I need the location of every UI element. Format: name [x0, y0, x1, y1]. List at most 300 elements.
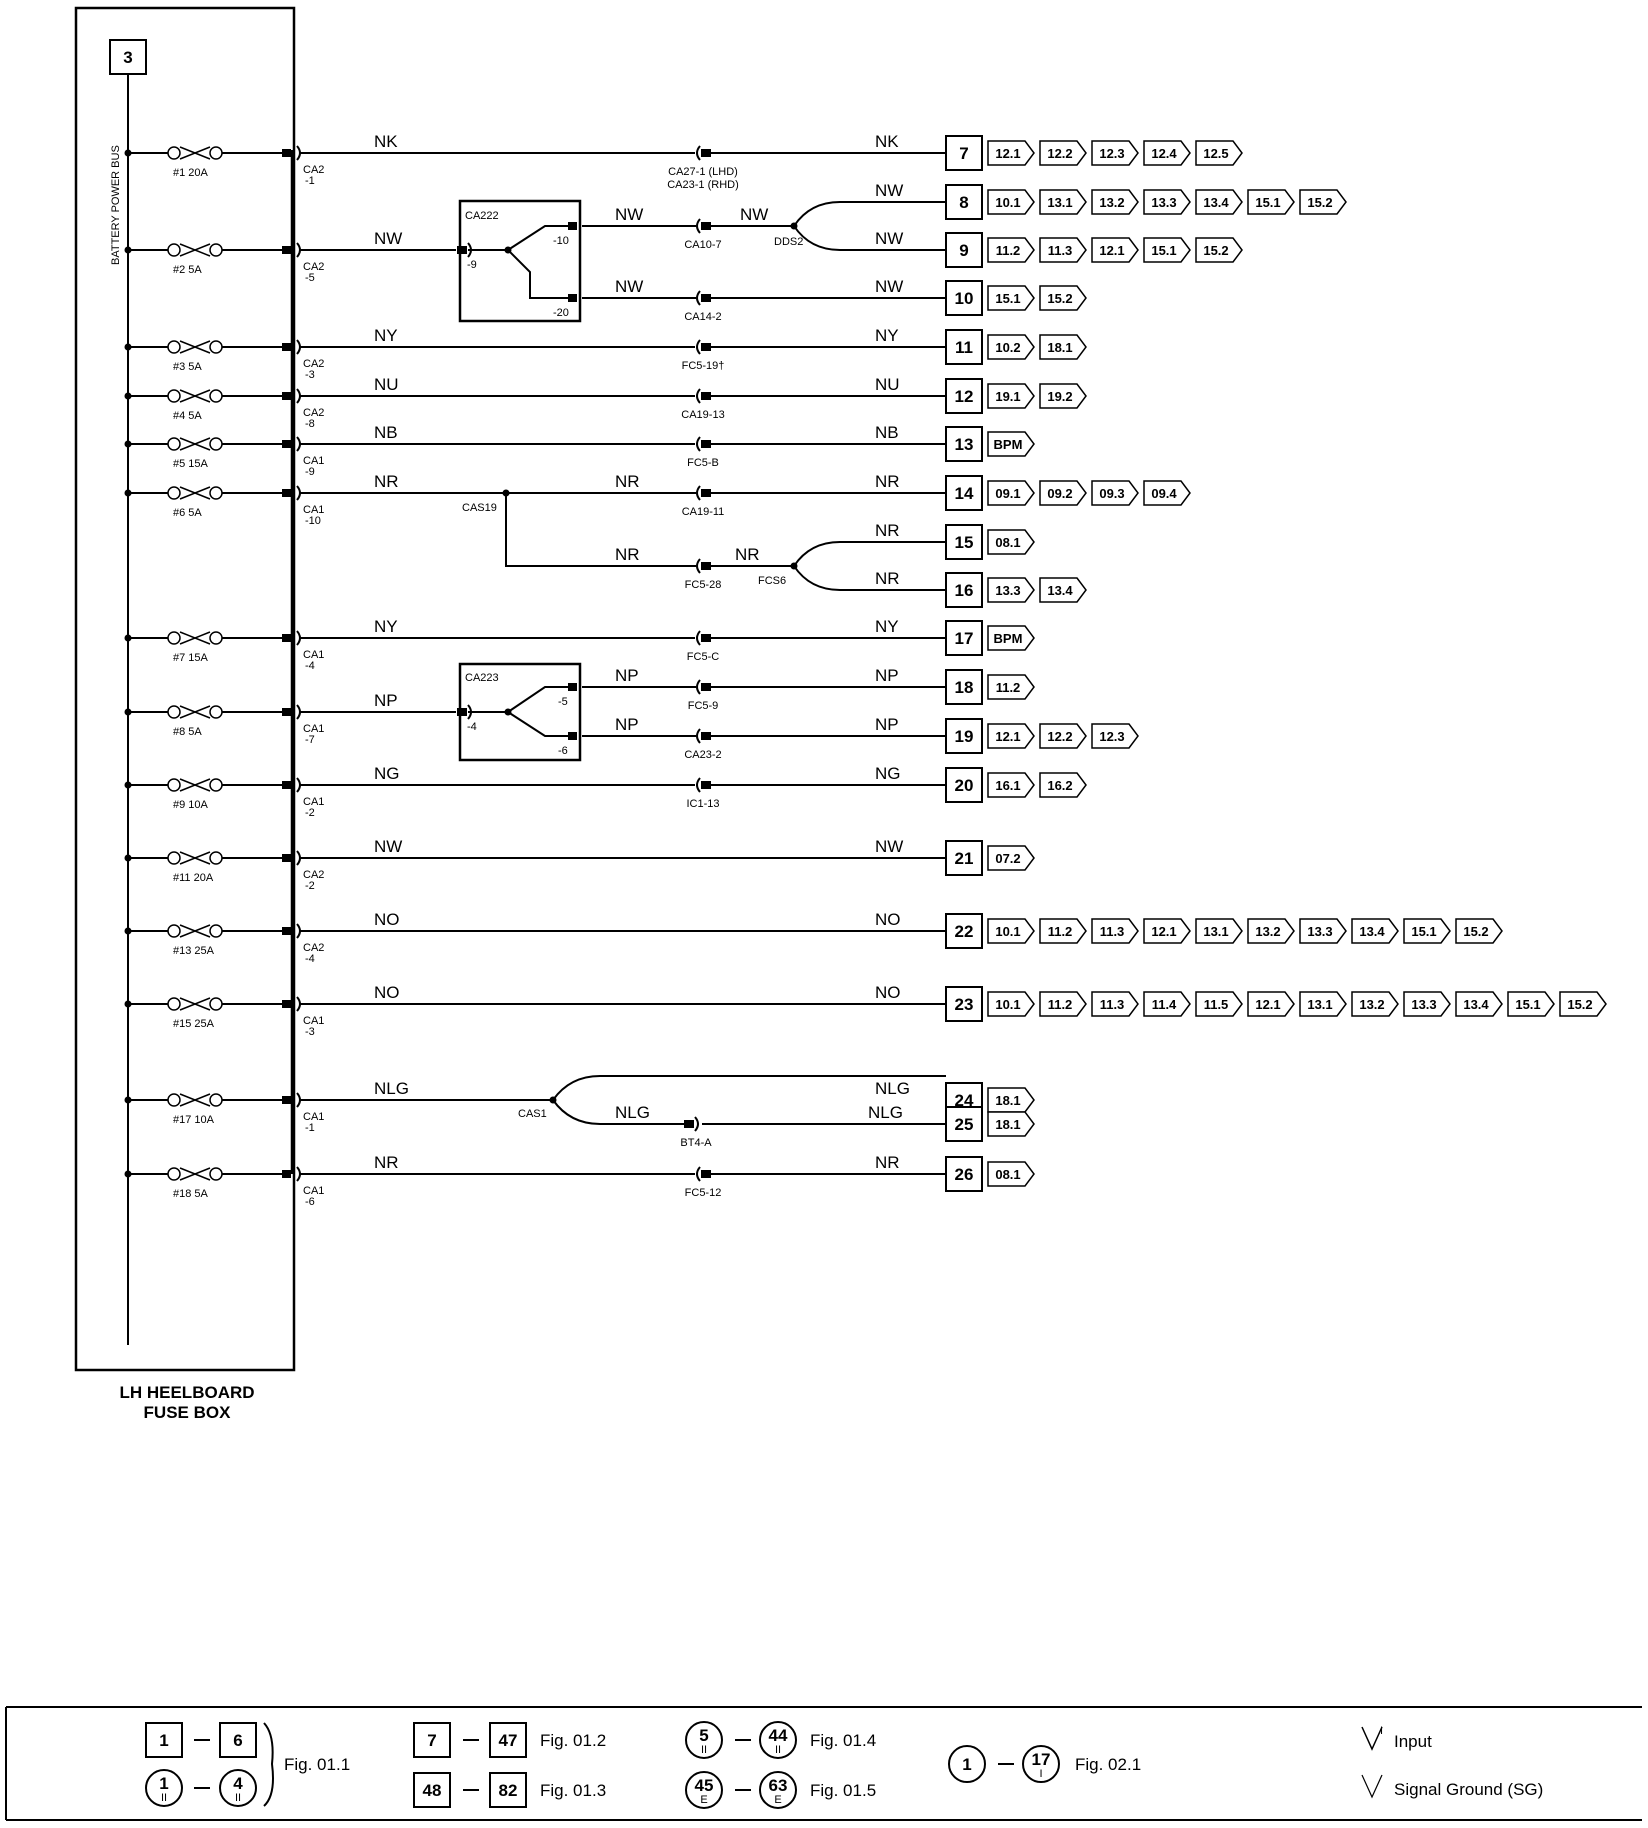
conn-ic1-13-arc [697, 778, 700, 792]
circuit-5-box-arc [297, 437, 300, 451]
circuit-12-ref-2: 11.2 [1047, 997, 1073, 1012]
conn-ca19-11-arc [697, 486, 700, 500]
conn-ca10-7-arc [697, 219, 700, 233]
dest-9-ref-4: 15.1 [1151, 243, 1177, 258]
conn-ca14-2-pin [701, 294, 711, 302]
circuit-12-fuse-element [180, 998, 210, 1010]
fcs6-branch-16 [794, 566, 946, 590]
dest-9-wire-color: NW [875, 229, 904, 248]
legend-g2-c: 48 [422, 1781, 442, 1800]
conn-ca19-11-label: CA19-11 [681, 506, 725, 518]
cas19-low-wire: NR [615, 545, 640, 564]
circuit-7-wire-color: NY [374, 617, 398, 636]
legend-g1-brace [264, 1723, 273, 1806]
circuit-8-wire-color: NP [374, 691, 398, 710]
cas19-branch [506, 493, 696, 566]
dest-19-ref-3: 12.3 [1099, 729, 1125, 744]
ca222-top-wire: NW [615, 205, 644, 224]
dest-8-ref-1: 10.1 [995, 195, 1021, 210]
circuit-11-fuse-rating: #13 25A [173, 945, 214, 957]
circuit-10-circuit-number: 21 [954, 849, 974, 868]
conn-fc5-28-arc [697, 559, 700, 573]
circuit-11-ref-10: 15.2 [1463, 924, 1489, 939]
circuit-8-fuse-rating: #8 5A [173, 726, 202, 738]
circuit-5-wire-color: NB [374, 423, 398, 442]
conn-fc5-9-pin [701, 683, 711, 691]
circuit-9-box-pin [282, 781, 291, 789]
dds2-label: DDS2 [774, 236, 804, 248]
conn-fc5-12-label: FC5-12 [684, 1187, 722, 1199]
legend-g1-c-sub: II [160, 1792, 168, 1804]
circuit-5-bus-dot [125, 441, 132, 448]
circuit-3-bus-dot [125, 344, 132, 351]
circuit-6-box-pin-no: -10 [305, 515, 321, 527]
circuit-5-fuse-end-left [168, 438, 180, 450]
circuit-11-box-connector: CA2 [303, 942, 325, 954]
circuit-4-dest-wire-color: NU [875, 375, 900, 394]
cas1-dot [550, 1097, 557, 1104]
circuit-12-ref-10: 13.4 [1463, 997, 1489, 1012]
conn-fc5-19-label: FC5-19† [681, 360, 725, 372]
circuit-6-box-pin [282, 489, 291, 497]
circuit-7-box-pin [282, 634, 291, 642]
conn-ca23-2-arc [697, 729, 700, 743]
circuit-11-circuit-number: 22 [954, 922, 974, 941]
conn-bt4-a-arc [695, 1117, 698, 1131]
circuit-12-box-arc [297, 997, 300, 1011]
conn-bt4-a-label: BT4-A [680, 1137, 712, 1149]
circuit-12-box-pin-no: -3 [305, 1026, 315, 1038]
circuit-10-box-connector: CA2 [303, 869, 325, 881]
circuit-14-box-pin-no: -6 [305, 1196, 315, 1208]
ca222-branch-b [508, 250, 575, 298]
circuit-9-box-connector: CA1 [303, 796, 325, 808]
circuit-8-fuse-end-left [168, 706, 180, 718]
circuit-10-dest-wire-color: NW [875, 837, 904, 856]
dds2-dot [791, 223, 798, 230]
circuit-2-box-pin-no: -5 [305, 272, 315, 284]
circuit-2-fuse-element [180, 244, 210, 256]
circuit-6-box-arc [297, 486, 300, 500]
circuit-12-ref-6: 12.1 [1255, 997, 1281, 1012]
conn-ca19-13-label: CA19-13 [681, 409, 725, 421]
legend-g3-c: 45 [694, 1776, 714, 1795]
circuit-4-ref-1: 19.1 [995, 389, 1021, 404]
circuit-3-box-connector: CA2 [303, 358, 325, 370]
legend-g3-b: 44 [768, 1726, 788, 1745]
circuit-6-circuit-number: 14 [954, 484, 974, 503]
dest-15-wire-color: NR [875, 521, 900, 540]
circuit-12-fuse-end-left [168, 998, 180, 1010]
conn-ca19-13-arc [697, 389, 700, 403]
circuit-13-box-pin [282, 1096, 291, 1104]
circuit-12-ref-5: 11.5 [1203, 997, 1229, 1012]
circuit-9-fuse-element [180, 779, 210, 791]
dest-15-ref-1: 08.1 [995, 535, 1021, 550]
legend-g1-fig: Fig. 01.1 [284, 1755, 351, 1774]
circuit-13-ref-1: 18.1 [995, 1093, 1021, 1108]
circuit-6-fuse-end-right [210, 487, 222, 499]
circuit-11-ref-3: 11.3 [1099, 924, 1125, 939]
circuit-9-ref-2: 16.2 [1047, 778, 1073, 793]
ca223-pin-a [568, 683, 577, 691]
circuit-9-dest-wire-color: NG [875, 764, 901, 783]
circuit-13-bus-dot [125, 1097, 132, 1104]
circuit-8-box-arc [297, 705, 300, 719]
circuit-3-fuse-end-right [210, 341, 222, 353]
legend-g1-c: 1 [159, 1774, 169, 1793]
conn-ic1-13-label: IC1-13 [686, 798, 720, 810]
circuit-5-fuse-element [180, 438, 210, 450]
circuit-14-circuit-number: 26 [954, 1165, 974, 1184]
circuit-13-box-pin-no: -1 [305, 1122, 315, 1134]
circuit-11-box-pin-no: -4 [305, 953, 315, 965]
ca223-pin-b [568, 732, 577, 740]
dest-8-ref-6: 15.1 [1255, 195, 1281, 210]
circuit-4-box-connector: CA2 [303, 407, 325, 419]
ca222-pin-b [568, 294, 577, 302]
circuit-14-fuse-end-right [210, 1168, 222, 1180]
dest-9-ref-1: 11.2 [995, 243, 1021, 258]
circuit-9-fuse-end-left [168, 779, 180, 791]
conn-fc5-c-arc [697, 631, 700, 645]
circuit-1-box-pin-no: -1 [305, 175, 315, 187]
conn-fc5-28-pin [701, 562, 711, 570]
dest-18-circuit-number: 18 [954, 678, 974, 697]
legend-g3-b-sub: II [774, 1744, 782, 1756]
legend-g1-d: 4 [233, 1774, 243, 1793]
circuit-8-fuse-element [180, 706, 210, 718]
circuit-9-box-arc [297, 778, 300, 792]
circuit-10-box-pin-no: -2 [305, 880, 315, 892]
ca223-bottom-wire: NP [615, 715, 639, 734]
circuit-3-fuse-element [180, 341, 210, 353]
circuit-1-dest-wire-color: NK [875, 132, 899, 151]
legend-g4-fig: Fig. 02.1 [1075, 1755, 1142, 1774]
wire-labels [110, 48, 1593, 1806]
circuit-11-ref-4: 12.1 [1151, 924, 1177, 939]
dest-25-wire-color: NLG [868, 1103, 903, 1122]
circuit-3-fuse-rating: #3 5A [173, 361, 202, 373]
circuit-5-box-pin [282, 440, 291, 448]
conn-fc5-9-arc [697, 680, 700, 694]
conn-fc5-b-arc [697, 437, 700, 451]
circuit-1-wire-color: NK [374, 132, 398, 151]
circuit-5-dest-wire-color: NB [875, 423, 899, 442]
circuit-6-fuse-end-left [168, 487, 180, 499]
circuit-1-box-arc [297, 146, 300, 160]
circuit-10-bus-dot [125, 855, 132, 862]
circuit-13-box-connector: CA1 [303, 1111, 325, 1123]
circuit-11-ref-1: 10.1 [995, 924, 1021, 939]
circuit-13-fuse-rating: #17 10A [173, 1114, 214, 1126]
circuit-6-box-connector: CA1 [303, 504, 325, 516]
circuit-13-box-arc [297, 1093, 300, 1107]
circuit-8-bus-dot [125, 709, 132, 716]
circuit-2-box-pin [282, 246, 291, 254]
legend-g4-b: 17 [1031, 1750, 1051, 1769]
dest-8-wire-color: NW [875, 181, 904, 200]
conn-ca27-arc [697, 146, 700, 160]
circuit-3-box-pin-no: -3 [305, 369, 315, 381]
dest-16-ref-1: 13.3 [995, 583, 1021, 598]
circuit-12-ref-7: 13.1 [1307, 997, 1333, 1012]
circuit-14-fuse-rating: #18 5A [173, 1188, 208, 1200]
circuit-1-bus-dot [125, 150, 132, 157]
circuit-12-fuse-end-right [210, 998, 222, 1010]
circuit-11-ref-9: 15.1 [1411, 924, 1437, 939]
circuit-5-fuse-end-right [210, 438, 222, 450]
dest-8-ref-2: 13.1 [1047, 195, 1073, 210]
circuit-6-ref-4: 09.4 [1151, 486, 1177, 501]
circuit-12-ref-8: 13.2 [1359, 997, 1385, 1012]
legend-g3-a: 5 [699, 1726, 709, 1745]
circuit-3-ref-2: 18.1 [1047, 340, 1073, 355]
circuit-9-ref-1: 16.1 [995, 778, 1021, 793]
circuit-11-ref-5: 13.1 [1203, 924, 1229, 939]
fuse-box-id: 3 [123, 48, 133, 67]
legend-g2-d: 82 [498, 1781, 518, 1800]
fcs6-label: FCS6 [758, 575, 787, 587]
circuit-10-box-arc [297, 851, 300, 865]
conn-fc5-b-label: FC5-B [687, 457, 719, 469]
dest-9-ref-3: 12.1 [1099, 243, 1125, 258]
dest-10-ref-1: 15.1 [995, 291, 1021, 306]
ca222-pin-in: -9 [467, 259, 477, 271]
input-icon-mark: I [1380, 1725, 1384, 1737]
circuit-4-box-pin [282, 392, 291, 400]
circuit-3-fuse-end-left [168, 341, 180, 353]
circuit-14-fuse-element [180, 1168, 210, 1180]
conn-ca10-7-pin [701, 222, 711, 230]
circuit-9-wire-color: NG [374, 764, 400, 783]
conn-fc5-c-label: FC5-C [686, 651, 720, 663]
circuit-1-ref-3: 12.3 [1099, 146, 1125, 161]
dest-25-ref-1: 18.1 [995, 1117, 1021, 1132]
circuit-1-fuse-end-right [210, 147, 222, 159]
circuit-3-circuit-number: 11 [955, 338, 973, 357]
dest-8-ref-7: 15.2 [1307, 195, 1333, 210]
circuit-7-box-connector: CA1 [303, 649, 325, 661]
circuit-3-ref-1: 10.2 [995, 340, 1021, 355]
ca222-node [505, 247, 512, 254]
legend-g2-fig2: Fig. 01.3 [540, 1781, 607, 1800]
circuit-11-box-arc [297, 924, 300, 938]
dest-8-ref-4: 13.3 [1151, 195, 1177, 210]
dest-10-ref-2: 15.2 [1047, 291, 1073, 306]
circuit-10-wire-color: NW [374, 837, 403, 856]
wire-lines [6, 74, 1642, 1820]
circuit-3-wire-color: NY [374, 326, 398, 345]
dest-19-ref-2: 12.2 [1047, 729, 1073, 744]
circuit-14-ref-1: 08.1 [995, 1167, 1021, 1182]
circuit-7-fuse-end-left [168, 632, 180, 644]
signal-ground-icon [1362, 1775, 1382, 1797]
dest-19-circuit-number: 19 [954, 727, 974, 746]
dest-16-wire-color: NR [875, 569, 900, 588]
circuit-9-bus-dot [125, 782, 132, 789]
circuit-4-bus-dot [125, 393, 132, 400]
circuit-13-fuse-element [180, 1094, 210, 1106]
circuit-14-wire-color: NR [374, 1153, 399, 1172]
conn-ic1-13-pin [701, 781, 711, 789]
conn-ca19-13-pin [701, 392, 711, 400]
legend-g1-a: 1 [159, 1731, 169, 1750]
dest-19-wire-color: NP [875, 715, 899, 734]
ca223-node [505, 709, 512, 716]
circuit-14-dest-wire-color: NR [875, 1153, 900, 1172]
circuit-1-fuse-rating: #1 20A [173, 167, 208, 179]
legend-g2-a: 7 [427, 1731, 437, 1750]
circuit-12-bus-dot [125, 1001, 132, 1008]
circuit-8-fuse-end-right [210, 706, 222, 718]
cas1-label: CAS1 [518, 1108, 547, 1120]
circuit-12-wire-color: NO [374, 983, 400, 1002]
dds2-branch-8 [794, 202, 946, 226]
ca222-pin-a-no: -10 [553, 235, 569, 247]
legend-g3-d-sub: E [774, 1794, 782, 1806]
circuit-4-circuit-number: 12 [954, 387, 974, 406]
circuit-9-box-pin-no: -2 [305, 807, 315, 819]
dest-18-ref-1: 11.2 [995, 680, 1021, 695]
circuit-9-fuse-end-right [210, 779, 222, 791]
conn-ca14-2-arc [697, 291, 700, 305]
legend-g2-fig1: Fig. 01.2 [540, 1731, 607, 1750]
circuit-2-bus-dot [125, 247, 132, 254]
circuit-1-ref-4: 12.4 [1151, 146, 1177, 161]
cas19-dot [503, 490, 510, 497]
ca222-pin-b-no: -20 [553, 307, 569, 319]
dest-10-circuit-number: 10 [954, 289, 974, 308]
circuit-1-fuse-element [180, 147, 210, 159]
dest-8-ref-3: 13.2 [1099, 195, 1125, 210]
conn-ca23-2-pin [701, 732, 711, 740]
circuit-1-fuse-end-left [168, 147, 180, 159]
ca222-name: CA222 [465, 210, 499, 222]
circuit-12-box-pin [282, 1000, 291, 1008]
ca222-pin-a [568, 222, 577, 230]
circuit-14-fuse-end-left [168, 1168, 180, 1180]
conn-bt4-a-pin [684, 1120, 694, 1128]
conn-fc5-19-arc [697, 340, 700, 354]
dest-15-circuit-number: 15 [954, 533, 974, 552]
ca223-top-wire: NP [615, 666, 639, 685]
circuit-4-ref-2: 19.2 [1047, 389, 1073, 404]
conn-fc5-b-pin [701, 440, 711, 448]
circuit-9-fuse-rating: #9 10A [173, 799, 208, 811]
fcs6-dot [791, 563, 798, 570]
circuit-7-dest-wire-color: NY [875, 617, 899, 636]
circuit-5-fuse-rating: #5 15A [173, 458, 208, 470]
circuit-11-ref-6: 13.2 [1255, 924, 1281, 939]
legend-g3-fig2: Fig. 01.5 [810, 1781, 877, 1800]
circuit-12-ref-3: 11.3 [1099, 997, 1125, 1012]
circuit-11-fuse-element [180, 925, 210, 937]
conn-fc5-28-label: FC5-28 [684, 579, 722, 591]
circuit-12-ref-1: 10.1 [995, 997, 1021, 1012]
circuit-7-box-pin-no: -4 [305, 660, 315, 672]
circuit-2-box-connector: CA2 [303, 261, 325, 273]
conn-ca27-label-2: CA23-1 (RHD) [667, 179, 739, 191]
legend-g1-d-sub: II [234, 1792, 242, 1804]
circuit-11-dest-wire-color: NO [875, 910, 901, 929]
circuit-6-ref-3: 09.3 [1099, 486, 1125, 501]
circuit-8-box-connector: CA1 [303, 723, 325, 735]
conn-ca10-7-label: CA10-7 [684, 239, 722, 251]
circuit-1-circuit-number: 7 [959, 144, 969, 163]
conn-ca19-11-pin [701, 489, 711, 497]
circuit-9-circuit-number: 20 [954, 776, 974, 795]
circuit-6-dest-wire-color: NR [875, 472, 900, 491]
dest-8-circuit-number: 8 [959, 193, 969, 212]
legend-g4-a: 1 [962, 1755, 972, 1774]
ca223-pin-a-no: -5 [558, 696, 568, 708]
circuit-2-fuse-rating: #2 5A [173, 264, 202, 276]
circuit-13-dest-wire-color: NLG [875, 1079, 910, 1098]
circuit-10-fuse-end-left [168, 852, 180, 864]
circuit-1-ref-1: 12.1 [995, 146, 1021, 161]
ca222-bottom-wire: NW [615, 277, 644, 296]
ca223-pin-b-no: -6 [558, 745, 568, 757]
circuit-8-box-pin-no: -7 [305, 734, 315, 746]
circuit-3-dest-wire-color: NY [875, 326, 899, 345]
dest-10-wire-color: NW [875, 277, 904, 296]
circuit-7-ref-1: BPM [993, 631, 1023, 646]
circuit-5-box-pin-no: -9 [305, 466, 315, 478]
dest-16-ref-2: 13.4 [1047, 583, 1073, 598]
dest-9-ref-2: 11.3 [1047, 243, 1073, 258]
fuse-box-title-2: FUSE BOX [143, 1403, 231, 1422]
circuit-5-ref-1: BPM [993, 437, 1023, 452]
circuit-6-ref-1: 09.1 [995, 486, 1021, 501]
dest-25-circuit-number: 25 [954, 1115, 974, 1134]
circuit-3-box-arc [297, 340, 300, 354]
circuit-1-box-connector: CA2 [303, 164, 325, 176]
conn-ca27-pin [701, 149, 711, 157]
circuit-8-box-pin [282, 708, 291, 716]
circuit-5-box-connector: CA1 [303, 455, 325, 467]
circuit-4-fuse-end-left [168, 390, 180, 402]
circuit-12-ref-9: 13.3 [1411, 997, 1437, 1012]
circuit-13-fuse-end-left [168, 1094, 180, 1106]
legend-g2-b: 47 [498, 1731, 518, 1750]
circuit-1-ref-2: 12.2 [1047, 146, 1073, 161]
ca223-pin-in: -4 [467, 721, 477, 733]
circuit-11-ref-2: 11.2 [1047, 924, 1073, 939]
fcs6-in-wire: NR [735, 545, 760, 564]
circuit-7-circuit-number: 17 [954, 629, 974, 648]
battery-power-bus-label: BATTERY POWER BUS [110, 145, 122, 265]
circuit-4-wire-color: NU [374, 375, 399, 394]
legend-g4-b-sub: I [1039, 1768, 1043, 1780]
circuit-11-fuse-end-right [210, 925, 222, 937]
circuit-7-bus-dot [125, 635, 132, 642]
circuit-7-fuse-rating: #7 15A [173, 652, 208, 664]
circuit-14-box-pin [282, 1170, 291, 1178]
legend-input-label: Input [1394, 1732, 1432, 1751]
circuit-7-fuse-end-right [210, 632, 222, 644]
cas1-low-wire: NLG [615, 1103, 650, 1122]
circuit-10-ref-1: 07.2 [995, 851, 1021, 866]
fcs6-branch-15 [794, 542, 946, 566]
legend-g3-fig1: Fig. 01.4 [810, 1731, 877, 1750]
dest-9-circuit-number: 9 [959, 241, 969, 260]
circuit-10-fuse-element [180, 852, 210, 864]
circuit-12-box-connector: CA1 [303, 1015, 325, 1027]
circuit-1-ref-5: 12.5 [1203, 146, 1229, 161]
circuit-6-bus-dot [125, 490, 132, 497]
circuit-4-fuse-element [180, 390, 210, 402]
